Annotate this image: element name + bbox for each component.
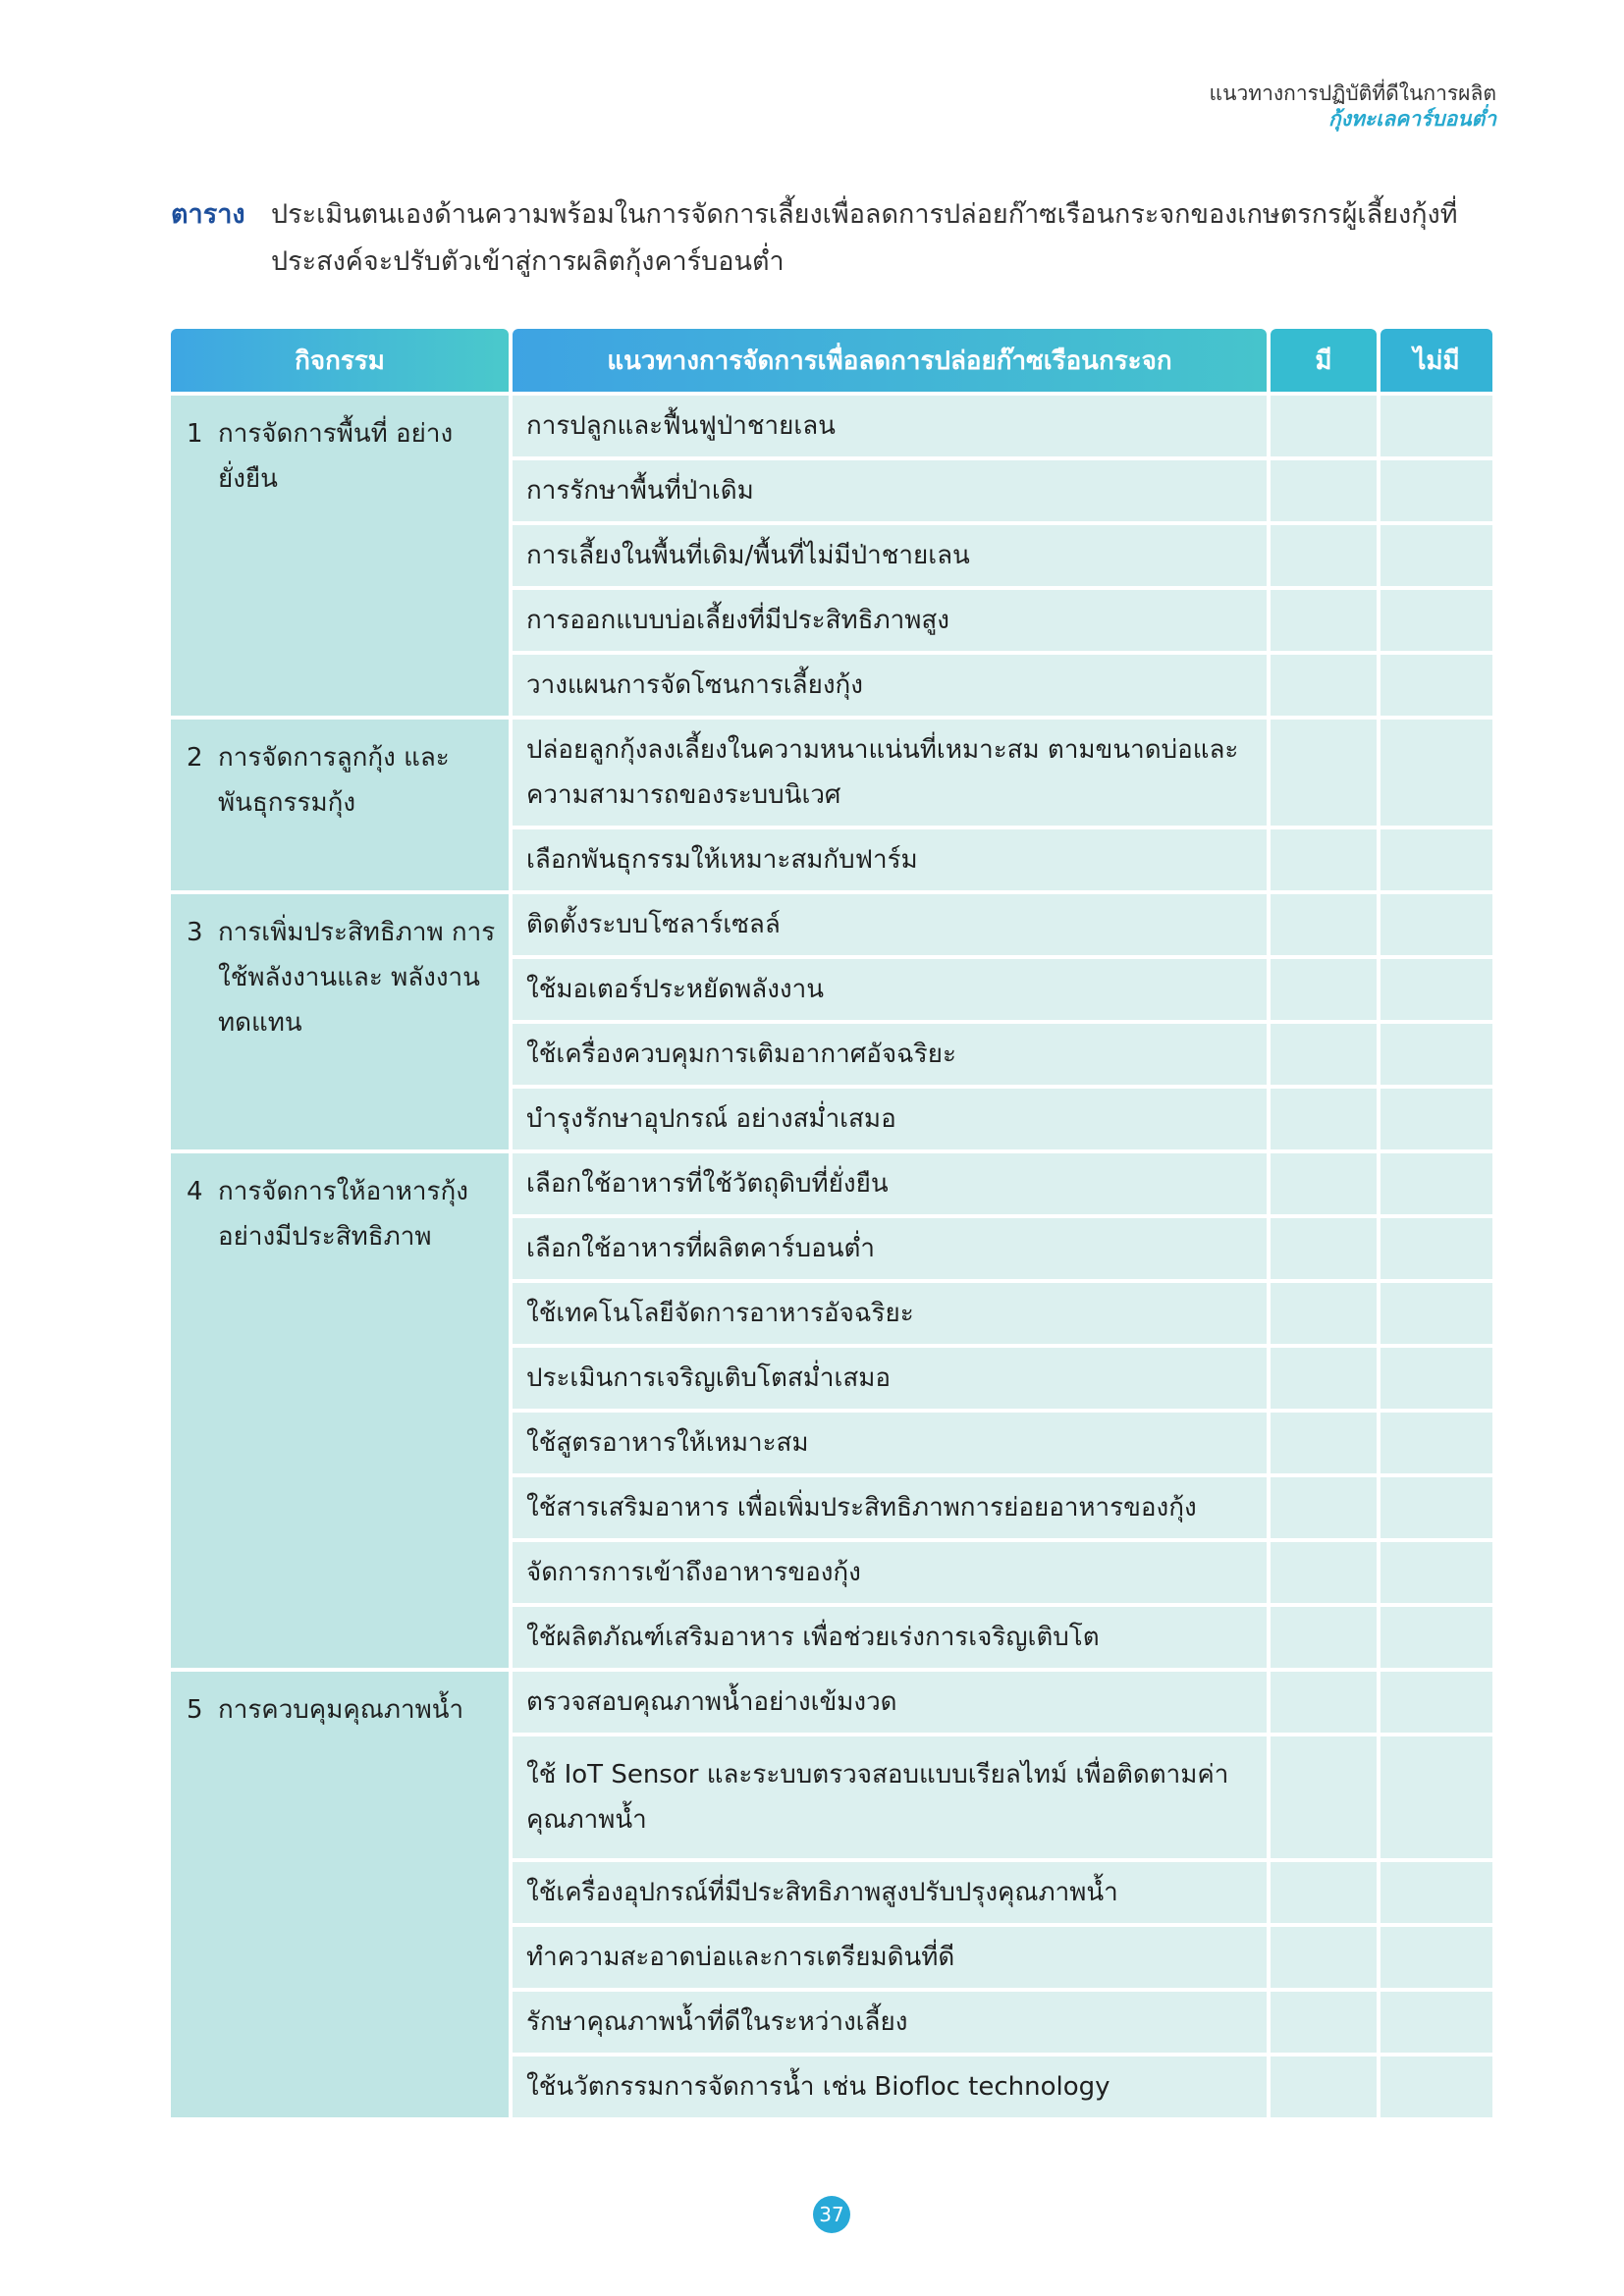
checkbox-yes-cell[interactable]: [1271, 1413, 1377, 1473]
checkbox-yes-cell[interactable]: [1271, 1992, 1377, 2053]
checkbox-no-cell[interactable]: [1380, 1672, 1492, 1733]
activity-number: 1: [187, 419, 203, 449]
checkbox-yes-cell[interactable]: [1271, 1477, 1377, 1538]
guideline-cell: ตรวจสอบคุณภาพน้ำอย่างเข้มงวด: [513, 1672, 1267, 1733]
activity-number: 3: [187, 918, 203, 947]
checkbox-yes-cell[interactable]: [1271, 590, 1377, 651]
checkbox-yes-cell[interactable]: [1271, 1024, 1377, 1085]
guideline-cell: จัดการการเข้าถึงอาหารของกุ้ง: [513, 1542, 1267, 1603]
guideline-cell: ใช้ IoT Sensor และระบบตรวจสอบแบบเรียลไทม์ เพื่อติดตามค่าคุณภาพน้ำ: [513, 1736, 1267, 1858]
activity-cell: [171, 1153, 509, 1668]
guideline-cell: เลือกใช้อาหารที่ผลิตคาร์บอนต่ำ: [513, 1218, 1267, 1279]
checkbox-no-cell[interactable]: [1380, 1736, 1492, 1858]
activity-cell: [171, 894, 509, 1149]
checkbox-no-cell[interactable]: [1380, 1024, 1492, 1085]
checkbox-yes-cell[interactable]: [1271, 720, 1377, 826]
caption-text: ประเมินตนเองด้านความพร้อมในการจัดการเลี้ยงเพื่อลดการปล่อยก๊าซเรือนกระจกของเกษตรกรผู้เลี้ยงกุ้งที่ประสงค์จะปรับตัวเข้าสู่การผลิตกุ้งคาร์บอนต่ำ: [271, 199, 1458, 277]
guideline-cell: ใช้เครื่องอุปกรณ์ที่มีประสิทธิภาพสูงปรับปรุงคุณภาพน้ำ: [513, 1862, 1267, 1923]
checkbox-yes-cell[interactable]: [1271, 1927, 1377, 1988]
guideline-cell: รักษาคุณภาพน้ำที่ดีในระหว่างเลี้ยง: [513, 1992, 1267, 2053]
guideline-cell: ประเมินการเจริญเติบโตสม่ำเสมอ: [513, 1348, 1267, 1409]
guideline-cell: ทำความสะอาดบ่อและการเตรียมดินที่ดี: [513, 1927, 1267, 1988]
checkbox-no-cell[interactable]: [1380, 1927, 1492, 1988]
checkbox-yes-cell[interactable]: [1271, 1542, 1377, 1603]
self-assessment-table: [171, 329, 1492, 2117]
checkbox-no-cell[interactable]: [1380, 1862, 1492, 1923]
activity-number: 4: [187, 1177, 203, 1206]
activity-label: การจัดการพื้นที่ อย่างยั่งยืน: [218, 419, 454, 494]
checkbox-yes-cell[interactable]: [1271, 1348, 1377, 1409]
guideline-cell: การปลูกและฟื้นฟูป่าชายเลน: [513, 396, 1267, 456]
running-head-subtitle: กุ้งทะเลคาร์บอนต่ำ: [1328, 107, 1496, 131]
checkbox-no-cell[interactable]: [1380, 1992, 1492, 2053]
checkbox-no-cell[interactable]: [1380, 655, 1492, 716]
checkbox-yes-cell[interactable]: [1271, 1607, 1377, 1668]
guideline-cell: การเลี้ยงในพื้นที่เดิม/พื้นที่ไม่มีป่าชายเลน: [513, 525, 1267, 586]
activity-number: 5: [187, 1695, 203, 1725]
guideline-cell: ใช้สูตรอาหารให้เหมาะสม: [513, 1413, 1267, 1473]
checkbox-no-cell[interactable]: [1380, 1413, 1492, 1473]
guideline-cell: ใช้ผลิตภัณฑ์เสริมอาหาร เพื่อช่วยเร่งการเจริญเติบโต: [513, 1607, 1267, 1668]
activity-label: การเพิ่มประสิทธิภาพ การใช้พลังงานและ พลังงานทดแทน: [218, 918, 496, 1038]
checkbox-no-cell[interactable]: [1380, 1153, 1492, 1214]
checkbox-no-cell[interactable]: [1380, 720, 1492, 826]
activity-cell: [171, 396, 509, 716]
guideline-cell: ใช้เครื่องควบคุมการเติมอากาศอัจฉริยะ: [513, 1024, 1267, 1085]
checkbox-yes-cell[interactable]: [1271, 1862, 1377, 1923]
checkbox-yes-cell[interactable]: [1271, 525, 1377, 586]
checkbox-no-cell[interactable]: [1380, 1348, 1492, 1409]
checkbox-no-cell[interactable]: [1380, 1283, 1492, 1344]
checkbox-no-cell[interactable]: [1380, 1477, 1492, 1538]
checkbox-yes-cell[interactable]: [1271, 1672, 1377, 1733]
checkbox-no-cell[interactable]: [1380, 894, 1492, 955]
activity-label: การควบคุมคุณภาพน้ำ: [218, 1695, 464, 1725]
running-head: [1210, 80, 1496, 132]
checkbox-no-cell[interactable]: [1380, 1089, 1492, 1149]
checkbox-no-cell[interactable]: [1380, 1607, 1492, 1668]
checkbox-yes-cell[interactable]: [1271, 829, 1377, 890]
checkbox-no-cell[interactable]: [1380, 1218, 1492, 1279]
table-caption: [171, 191, 1496, 286]
guideline-cell: การออกแบบบ่อเลี้ยงที่มีประสิทธิภาพสูง: [513, 590, 1267, 651]
guideline-cell: ใช้มอเตอร์ประหยัดพลังงาน: [513, 959, 1267, 1020]
guideline-cell: ติดตั้งระบบโซลาร์เซลล์: [513, 894, 1267, 955]
activity-cell: [171, 1672, 509, 2117]
guideline-cell: เลือกพันธุกรรมให้เหมาะสมกับฟาร์ม: [513, 829, 1267, 890]
guideline-cell: การรักษาพื้นที่ป่าเดิม: [513, 460, 1267, 521]
guideline-cell: ใช้เทคโนโลยีจัดการอาหารอัจฉริยะ: [513, 1283, 1267, 1344]
checkbox-yes-cell[interactable]: [1271, 1153, 1377, 1214]
checkbox-no-cell[interactable]: [1380, 829, 1492, 890]
header-activity: กิจกรรม: [171, 329, 509, 392]
activity-label: การจัดการให้อาหารกุ้ง อย่างมีประสิทธิภาพ: [218, 1177, 468, 1252]
checkbox-yes-cell[interactable]: [1271, 655, 1377, 716]
header-no: ไม่มี: [1380, 329, 1492, 392]
checkbox-yes-cell[interactable]: [1271, 959, 1377, 1020]
guideline-cell: วางแผนการจัดโซนการเลี้ยงกุ้ง: [513, 655, 1267, 716]
page-number: 37: [813, 2196, 850, 2233]
checkbox-yes-cell[interactable]: [1271, 396, 1377, 456]
guideline-cell: ใช้สารเสริมอาหาร เพื่อเพิ่มประสิทธิภาพการย่อยอาหารของกุ้ง: [513, 1477, 1267, 1538]
caption-label: ตาราง: [171, 199, 245, 230]
running-head-title: แนวทางการปฏิบัติที่ดีในการผลิต: [1209, 81, 1496, 105]
guideline-cell: ปล่อยลูกกุ้งลงเลี้ยงในความหนาแน่นที่เหมาะสม ตามขนาดบ่อและความสามารถของระบบนิเวศ: [513, 720, 1267, 826]
checkbox-no-cell[interactable]: [1380, 396, 1492, 456]
checkbox-yes-cell[interactable]: [1271, 1736, 1377, 1858]
checkbox-yes-cell[interactable]: [1271, 1089, 1377, 1149]
checkbox-yes-cell[interactable]: [1271, 1283, 1377, 1344]
guideline-cell: เลือกใช้อาหารที่ใช้วัตถุดิบที่ยั่งยืน: [513, 1153, 1267, 1214]
activity-number: 2: [187, 743, 203, 773]
checkbox-yes-cell[interactable]: [1271, 894, 1377, 955]
activity-cell: [171, 720, 509, 890]
activity-label: การจัดการลูกกุ้ง และพันธุกรรมกุ้ง: [218, 743, 450, 818]
checkbox-no-cell[interactable]: [1380, 1542, 1492, 1603]
guideline-cell: บำรุงรักษาอุปกรณ์ อย่างสม่ำเสมอ: [513, 1089, 1267, 1149]
checkbox-no-cell[interactable]: [1380, 2056, 1492, 2117]
checkbox-yes-cell[interactable]: [1271, 1218, 1377, 1279]
checkbox-no-cell[interactable]: [1380, 590, 1492, 651]
header-yes: มี: [1271, 329, 1377, 392]
checkbox-yes-cell[interactable]: [1271, 460, 1377, 521]
header-guideline: แนวทางการจัดการเพื่อลดการปล่อยก๊าซเรือนกระจก: [513, 329, 1267, 392]
checkbox-no-cell[interactable]: [1380, 959, 1492, 1020]
checkbox-no-cell[interactable]: [1380, 460, 1492, 521]
guideline-cell: ใช้นวัตกรรมการจัดการน้ำ เช่น Biofloc technology: [513, 2056, 1267, 2117]
checkbox-no-cell[interactable]: [1380, 525, 1492, 586]
checkbox-yes-cell[interactable]: [1271, 2056, 1377, 2117]
